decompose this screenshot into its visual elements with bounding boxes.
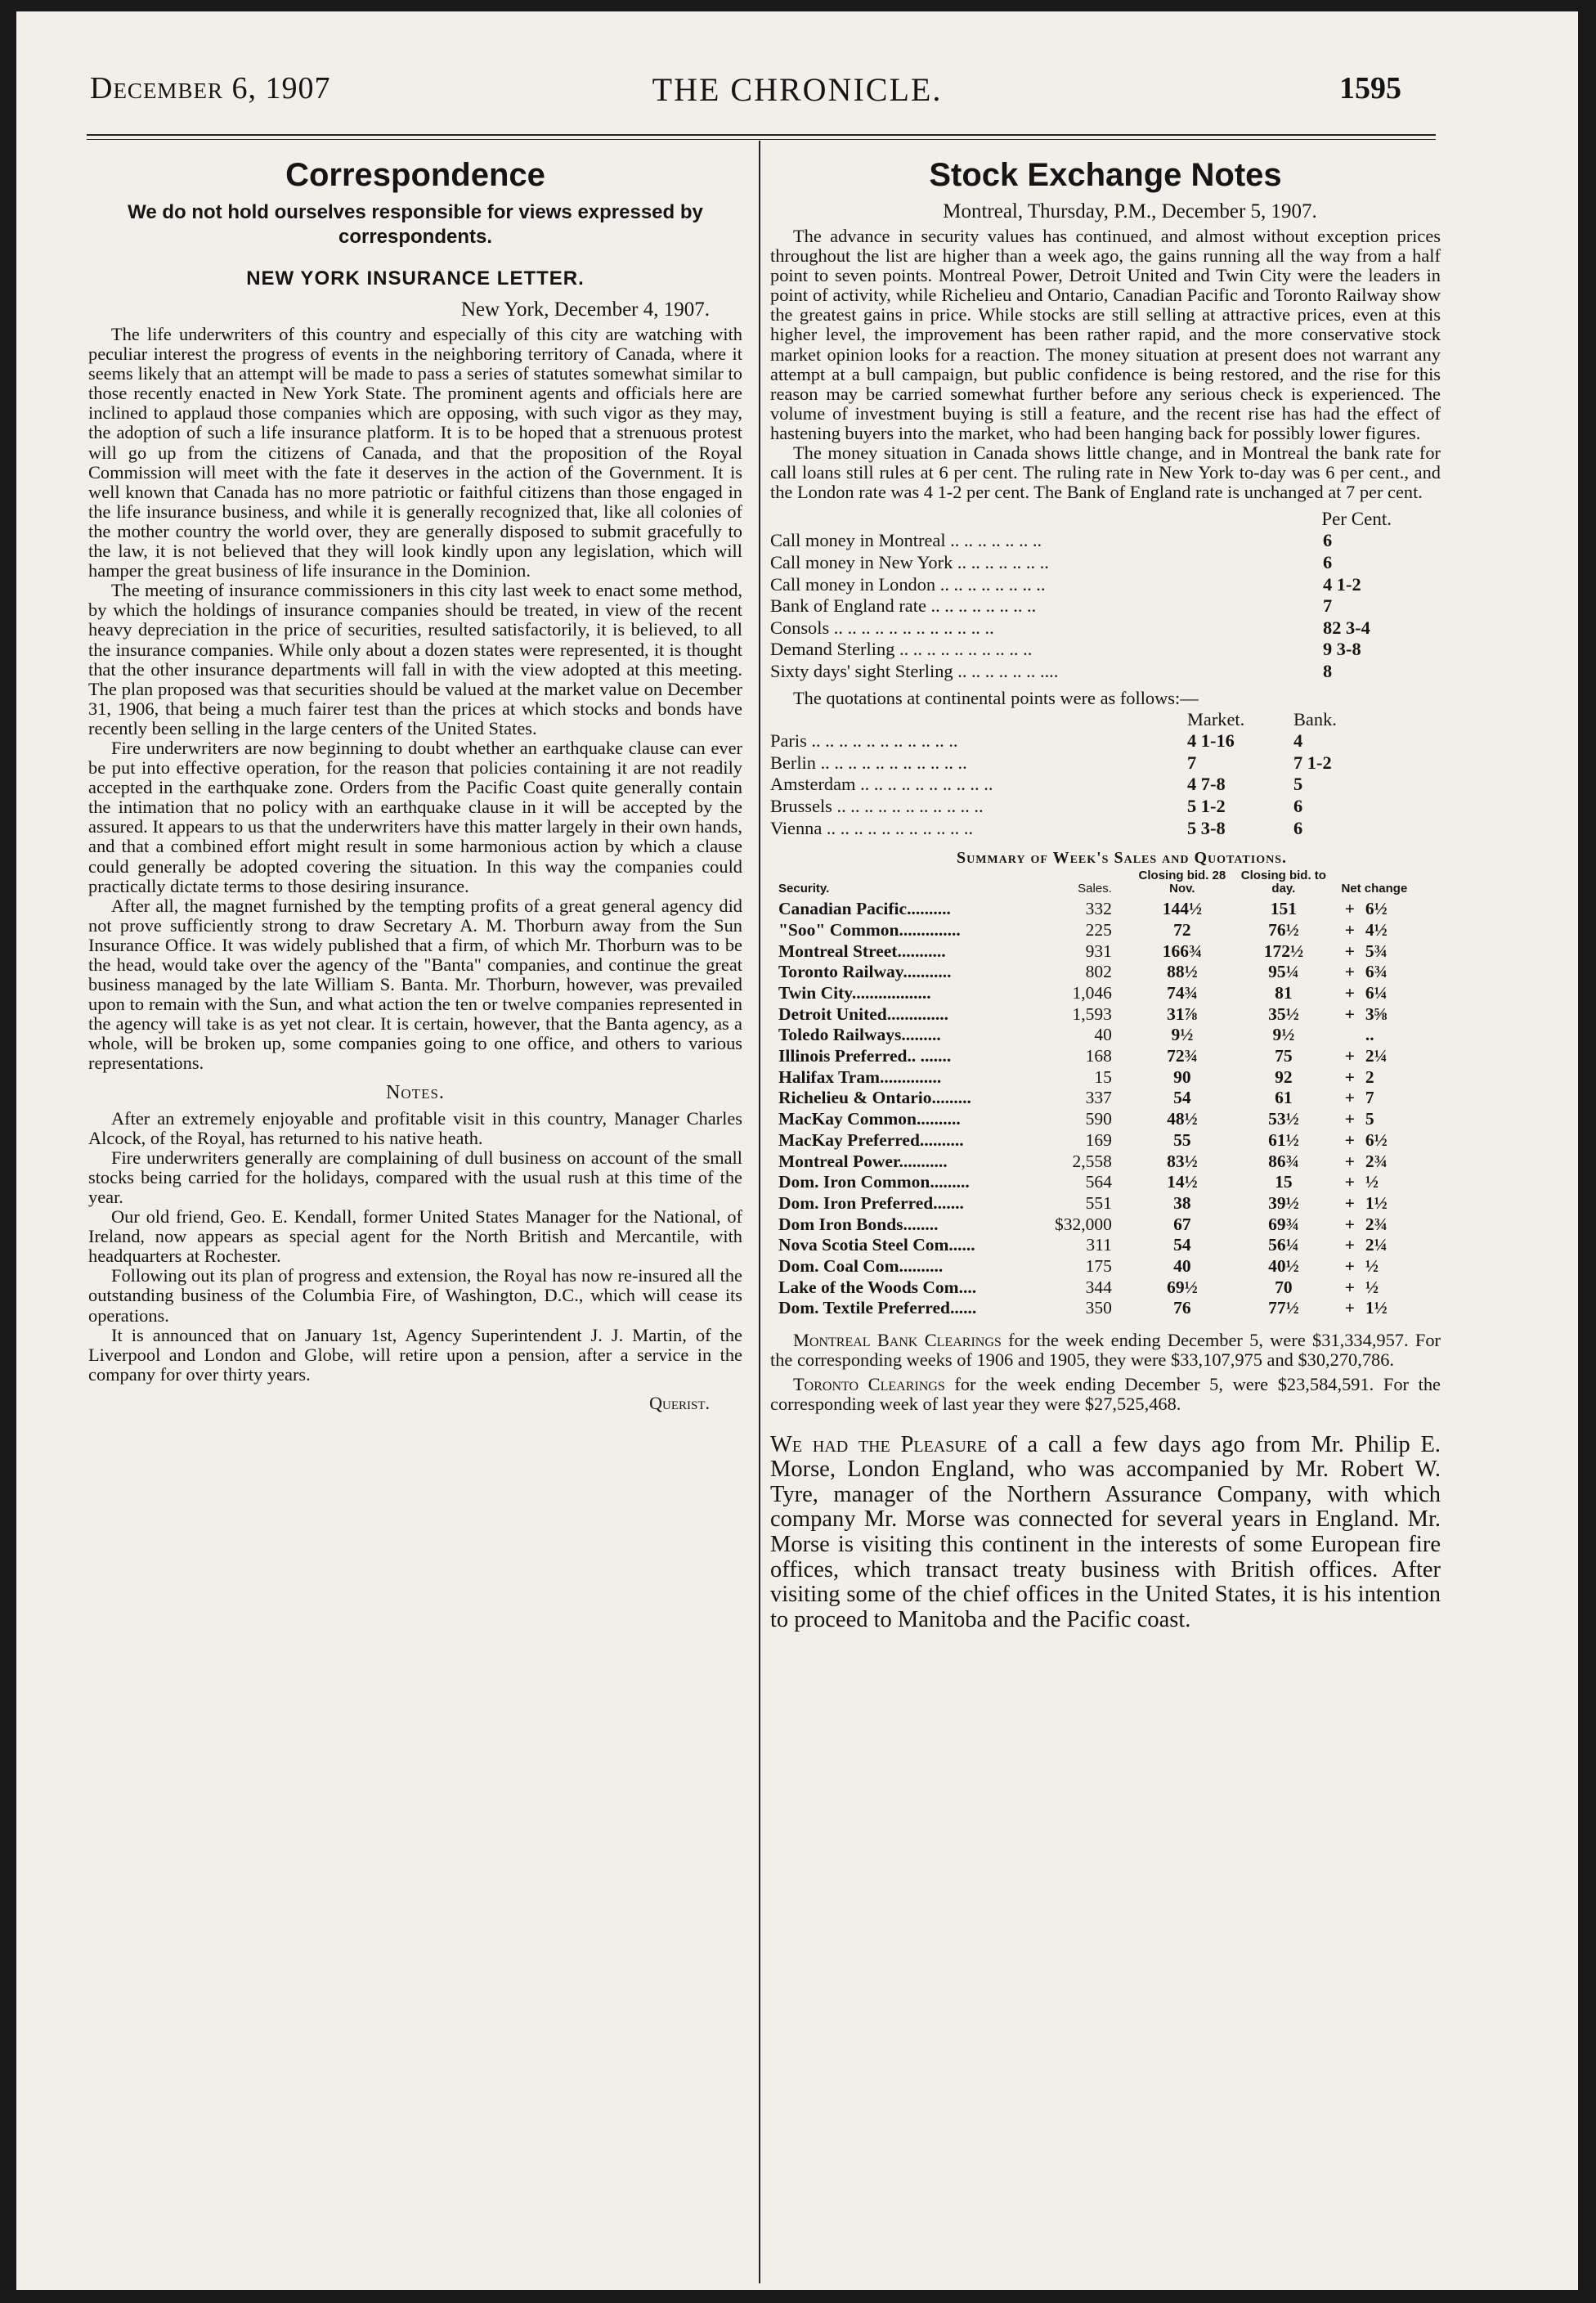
- sales-value: 564: [1085, 1172, 1112, 1192]
- sales-value: 344: [1085, 1277, 1112, 1297]
- rate-leader: .. .. .. .. .. .. ....: [957, 660, 1059, 681]
- net-change-value: 2¾: [1365, 1151, 1388, 1171]
- summary-title: Summary of Week's Sales and Quotations.: [956, 849, 1287, 868]
- security-name: Montreal Power: [778, 1151, 899, 1171]
- security-leader: ....: [958, 1277, 977, 1297]
- closing-prev-value: 72¾: [1167, 1046, 1198, 1066]
- rate-value: 9 3-8: [1323, 639, 1361, 660]
- rate-row: [770, 595, 1370, 617]
- bank-rate: 6: [1293, 817, 1303, 838]
- closing-today-value: 76½: [1268, 919, 1299, 940]
- summary-row: [778, 1277, 1414, 1299]
- change-sign: +: [1344, 1298, 1355, 1318]
- city-leader: .. .. .. .. .. .. .. .. .. .. ..: [811, 730, 958, 752]
- sales-value: 802: [1085, 962, 1112, 982]
- market-rate: 4 7-8: [1187, 774, 1226, 795]
- security-leader: ..........: [919, 1129, 964, 1150]
- net-change-value: 6½: [1365, 1129, 1388, 1150]
- city-leader: .. .. .. .. .. .. .. .. .. .. ..: [826, 817, 974, 838]
- pleasure-notice: [770, 1433, 1441, 1633]
- sales-value: 551: [1085, 1192, 1112, 1213]
- summary-row: [778, 899, 1414, 920]
- sales-value: 15: [1094, 1066, 1112, 1087]
- security-leader: .......: [933, 1192, 964, 1213]
- security-cell: [778, 1130, 1055, 1152]
- summary-row: [778, 1025, 1414, 1046]
- rate-row: [770, 661, 1370, 683]
- net-change-header: Net change: [1341, 882, 1408, 896]
- bank-header: Bank.: [1293, 708, 1337, 730]
- security-cell: [778, 1256, 1055, 1277]
- net-change-value: 6¼: [1365, 982, 1388, 1003]
- security-name: Dom. Coal Com: [778, 1256, 899, 1277]
- security-leader: .........: [931, 1088, 971, 1108]
- net-change-value: 1½: [1365, 1298, 1388, 1318]
- market-rate: 5 1-2: [1187, 795, 1226, 816]
- rate-value: 4 1-2: [1323, 573, 1361, 595]
- security-leader: ......: [949, 1298, 977, 1318]
- security-cell: [778, 1046, 1055, 1067]
- city-name: Vienna: [770, 817, 823, 838]
- letter-title: NEW YORK INSURANCE LETTER.: [246, 267, 585, 290]
- continental-row: [770, 752, 1337, 774]
- market-header: Market.: [1187, 708, 1245, 730]
- city-cell: [770, 818, 1187, 840]
- left-column: [88, 146, 742, 1414]
- closing-prev-value: 54: [1173, 1088, 1191, 1108]
- bank-rate: 4: [1293, 730, 1303, 752]
- net-change-value: 6¾: [1365, 962, 1388, 982]
- city-cell: [770, 774, 1187, 796]
- sales-value: $32,000: [1055, 1214, 1112, 1234]
- summary-row: [778, 1046, 1414, 1067]
- net-change-value: 1½: [1365, 1192, 1388, 1213]
- net-change-value: 6½: [1365, 899, 1388, 919]
- closing-today-value: 53½: [1268, 1109, 1299, 1129]
- summary-row: [778, 962, 1414, 983]
- change-sign: +: [1344, 899, 1355, 919]
- sales-value: 169: [1085, 1129, 1112, 1150]
- security-name: MacKay Common: [778, 1109, 917, 1129]
- continental-row: [770, 818, 1337, 840]
- closing-prev-value: 72: [1173, 919, 1191, 940]
- security-leader: .........: [901, 1025, 941, 1045]
- montreal-clearings-text: for the week ending December 5, were $31,334,957. For the corresponding weeks of 1906 and 1905, they were $33,107,975 and $30,270,786.: [770, 1330, 1441, 1371]
- city-leader: .. .. .. .. .. .. .. .. .. ..: [860, 774, 993, 795]
- rate-label: Demand Sterling: [770, 639, 895, 660]
- letter-paragraph: The life underwriters of this country and especially of this city are watching with peculiar interest the progress of events in the neighboring territory of Canada, where it seems likely that an attempt will be made to pass a series of statutes somewhat similar to those recently enacted in New York State. The prominent agents and officials here are inclined to applaud those companies which are opposing, with such vigor as they may, the adoption of such a life insurance platform. It is to be hoped that a strenuous protest will go up from the citizens of Canada, and that the proposition of the Royal Commission will meet with the fate it deserves in the action of the Government. It is well known that Canada has no more patriotic or faithful citizens than those engaged in the life insurance business, and while it is generally recognized that, like all colonies of the mother country the world over, they are generally disposed to submit gracefully to the law, it is not believed that they will look kindly upon any legislation, which will hamper the great business of life insurance in the Dominion.: [88, 324, 742, 581]
- sales-value: 350: [1085, 1298, 1112, 1318]
- sales-value: 168: [1085, 1046, 1112, 1066]
- security-name: Nova Scotia Steel Com: [778, 1235, 949, 1255]
- security-cell: [778, 1025, 1055, 1046]
- rate-leader: .. .. .. .. .. .. .. ..: [939, 573, 1046, 595]
- rate-value: 6: [1323, 530, 1333, 551]
- page-number: 1595: [1339, 71, 1401, 105]
- security-name: Dom Iron Bonds: [778, 1214, 903, 1234]
- header-rule: [87, 134, 1436, 140]
- note-paragraph: After an extremely enjoyable and profitable visit in this country, Manager Charles Alcock, of the Royal, has returned to his native heath.: [88, 1107, 742, 1148]
- city-name: Paris: [770, 730, 807, 752]
- rate-label-cell: [770, 639, 1323, 661]
- continental-row: [770, 796, 1337, 818]
- rate-leader: .. .. .. .. .. .. .. .. .. .. .. ..: [833, 617, 994, 638]
- security-cell: [778, 1235, 1055, 1256]
- stock-paragraph: The advance in security values has continued, and almost without exception prices throughout the list are higher than a week ago, the gains running all the way from a half point to seven points. Montreal Power, Detroit United and Twin City were the leaders in point of activity, while Richelieu and Ontario, Canadian Pacific and Toronto Railway show the greatest gains in price. While stocks are still selling at attractive prices, even at this higher level, the improvement has been rather rapid, and the more conservative stock market opinion looks for a reaction. The money situation at present does not warrant any attempt at a bull campaign, but public confidence is being restored, and the rise for this reason may be carried somewhat further before any serious check is experienced. The volume of investment buying is still a feature, and the recent rise has had the effect of hastening buyers into the market, who had been hanging back for possibly lower figures.: [770, 226, 1441, 443]
- security-leader: ........: [903, 1214, 939, 1234]
- security-name: "Soo" Common: [778, 919, 899, 940]
- money-rates-table: [770, 530, 1370, 682]
- publication-title: THE CHRONICLE.: [652, 71, 943, 108]
- security-name: Toledo Railways: [778, 1025, 902, 1045]
- security-cell: [778, 1193, 1055, 1214]
- security-cell: [778, 983, 1055, 1004]
- toronto-clearings-text: for the week ending December 5, were $23,584,591. For the corresponding week of last year they were $27,525,468.: [770, 1374, 1441, 1415]
- summary-row: [778, 1067, 1414, 1089]
- security-cell: [778, 962, 1055, 983]
- closing-today-value: 39½: [1268, 1192, 1299, 1213]
- city-name: Brussels: [770, 795, 832, 816]
- rate-label-cell: [770, 617, 1323, 640]
- city-name: Amsterdam: [770, 774, 856, 795]
- closing-today-value: 56¼: [1268, 1235, 1299, 1255]
- security-leader: .. .......: [907, 1046, 952, 1066]
- closing-today-value: 92: [1275, 1066, 1293, 1087]
- closing-today-value: 172½: [1263, 941, 1304, 961]
- net-change-value: 2: [1365, 1066, 1374, 1087]
- security-leader: ...........: [897, 941, 946, 961]
- summary-row: [778, 1152, 1414, 1173]
- pleasure-paragraph: [770, 1433, 1441, 1633]
- column-divider: [759, 141, 760, 2283]
- security-header: Security.: [778, 882, 830, 896]
- net-change-value: ..: [1365, 1025, 1374, 1045]
- closing-prev-value: 9½: [1171, 1025, 1194, 1045]
- change-sign: +: [1344, 919, 1355, 940]
- security-leader: ..........: [917, 1109, 961, 1129]
- net-change-value: 3⅝: [1365, 1003, 1388, 1024]
- right-column: [770, 146, 1441, 1632]
- summary-row: [778, 1130, 1414, 1152]
- letter-paragraph: After all, the magnet furnished by the tempting profits of a great general agency did not prove sufficiently strong to draw Secretary A. M. Thorburn away from the Sun Insurance Office. It was widely published that a firm, of which Mr. Thorburn was to be the head, would take over the agency of the "Banta" companies, and continue the great business managed by the late William S. Banta. Mr. Thorburn, however, was prevailed upon to remain with the Sun, and what action the ten or twelve companies represented in the agency will take is as yet not clear. It is certain, however, that the Banta agency, as a whole, will be broken up, some companies going to one office, and others to various representations.: [88, 895, 742, 1074]
- summary-row: [778, 1172, 1414, 1193]
- closing-today-value: 35½: [1268, 1003, 1299, 1024]
- summary-row: [778, 1088, 1414, 1109]
- rate-leader: .. .. .. .. .. .. .. .. .. ..: [899, 639, 1033, 660]
- security-cell: [778, 1004, 1055, 1026]
- rate-label: Sixty days' sight Sterling: [770, 660, 953, 681]
- security-cell: [778, 1172, 1055, 1193]
- sales-value: 1,593: [1072, 1003, 1112, 1024]
- security-name: Canadian Pacific: [778, 899, 908, 919]
- note-paragraph: Our old friend, Geo. E. Kendall, former United States Manager for the National, of Ireland, now appears as special agent for the North British and Mercantile, with headquarters at Rochester.: [88, 1206, 742, 1267]
- security-cell: [778, 1067, 1055, 1089]
- disclaimer: We do not hold ourselves responsible for views expressed by correspondents.: [128, 201, 703, 248]
- rate-label-cell: [770, 574, 1323, 596]
- rate-row: [770, 617, 1370, 640]
- letter-paragraph: The meeting of insurance commissioners in this city last week to enact some method, by which the holdings of insurance companies should be treated, in view of the recent heavy depreciation in the price of securities, resulted satisfactorily, it is believed, to all the insurance companies. While only about a dozen states were represented, it is thought that the other insurance departments will fall in with the view adopted at this meeting. The plan proposed was that securities should be valued at the market value on December 31, 1906, that being a much fairer test than the prices at which stocks and bonds have recently been selling in the large centers of the United States.: [88, 580, 742, 738]
- sales-header: Sales.: [1078, 882, 1112, 896]
- security-leader: ...........: [903, 962, 952, 982]
- sales-value: 311: [1086, 1235, 1112, 1255]
- rates-header: Per Cent.: [1321, 509, 1392, 530]
- rate-value: 6: [1323, 551, 1333, 572]
- closing-today-value: 70: [1275, 1277, 1293, 1297]
- rate-leader: .. .. .. .. .. .. ..: [950, 530, 1042, 551]
- notes-heading: Notes.: [386, 1081, 445, 1103]
- bank-rate: 6: [1293, 795, 1303, 816]
- closing-today-value: 69¾: [1268, 1214, 1299, 1234]
- sales-value: 931: [1085, 941, 1112, 961]
- city-cell: [770, 730, 1187, 752]
- closing-today-value: 81: [1275, 982, 1293, 1003]
- closing-prev-value: 88½: [1167, 962, 1198, 982]
- security-name: MacKay Preferred: [778, 1129, 920, 1150]
- closing-today-value: 15: [1275, 1172, 1293, 1192]
- rate-label-cell: [770, 661, 1323, 683]
- summary-row: [778, 1256, 1414, 1277]
- rate-label: Call money in New York: [770, 551, 953, 572]
- security-leader: ..............: [880, 1066, 942, 1087]
- closing-prev-value: 48½: [1167, 1109, 1198, 1129]
- security-name: Montreal Street: [778, 941, 898, 961]
- change-sign: +: [1344, 1129, 1355, 1150]
- net-change-value: 5: [1365, 1109, 1374, 1129]
- closing-prev-value: 31⅞: [1167, 1003, 1198, 1024]
- net-change-value: 4½: [1365, 919, 1388, 940]
- rate-label: Call money in Montreal: [770, 530, 946, 551]
- closing-prev-value: 69½: [1167, 1277, 1198, 1297]
- closing-today-value: 95¼: [1268, 962, 1299, 982]
- security-name: Dom. Textile Preferred: [778, 1298, 950, 1318]
- sales-value: 175: [1085, 1256, 1112, 1277]
- closing-today-value: 40½: [1268, 1256, 1299, 1277]
- net-change-value: 5¾: [1365, 941, 1388, 961]
- security-leader: ...........: [899, 1151, 948, 1171]
- rate-value: 82 3-4: [1323, 617, 1370, 638]
- note-paragraph: It is announced that on January 1st, Agency Superintendent J. J. Martin, of the Liverpool and London and Globe, will retire upon a pension, after a service in the company for over thirty years.: [88, 1324, 742, 1385]
- rate-label: Call money in London: [770, 573, 936, 595]
- rate-label-cell: [770, 530, 1323, 552]
- rate-value: 7: [1323, 595, 1333, 617]
- letter-dateline: New York, December 4, 1907.: [460, 299, 710, 321]
- net-change-value: ½: [1365, 1172, 1379, 1192]
- closing-prev-value: 40: [1173, 1256, 1191, 1277]
- security-name: Dom. Iron Common: [778, 1172, 930, 1192]
- closing-prev-value: 74¾: [1167, 982, 1198, 1003]
- security-cell: [778, 1214, 1055, 1236]
- security-cell: [778, 1277, 1055, 1299]
- closing-prev-value: 76: [1173, 1298, 1191, 1318]
- city-cell: [770, 752, 1187, 774]
- continental-table: [770, 709, 1337, 840]
- security-name: Twin City: [778, 982, 852, 1003]
- summary-row: [778, 1214, 1414, 1236]
- closing-prev-value: 83½: [1167, 1151, 1198, 1171]
- security-leader: ..............: [899, 919, 961, 940]
- change-sign: +: [1344, 1151, 1355, 1171]
- closing-today-header: Closing bid. to day.: [1240, 869, 1326, 896]
- summary-row: [778, 941, 1414, 963]
- closing-prev-value: 166¾: [1162, 941, 1203, 961]
- net-change-value: ½: [1365, 1256, 1379, 1277]
- rate-leader: .. .. .. .. .. .. .. ..: [930, 595, 1037, 617]
- change-sign: +: [1344, 1172, 1355, 1192]
- sales-value: 332: [1085, 899, 1112, 919]
- change-sign: +: [1344, 1192, 1355, 1213]
- security-leader: ..............: [886, 1003, 949, 1024]
- closing-prev-value: 54: [1173, 1235, 1191, 1255]
- security-cell: [778, 1088, 1055, 1109]
- summary-row: [778, 1298, 1414, 1319]
- sales-value: 225: [1085, 919, 1112, 940]
- change-sign: +: [1344, 1003, 1355, 1024]
- change-sign: +: [1344, 1277, 1355, 1297]
- change-sign: +: [1344, 982, 1355, 1003]
- security-cell: [778, 1109, 1055, 1130]
- market-rate: 5 3-8: [1187, 817, 1226, 838]
- change-sign: +: [1344, 1046, 1355, 1066]
- market-rate: 7: [1187, 752, 1197, 773]
- continental-row: [770, 774, 1337, 796]
- rate-label-cell: [770, 552, 1323, 574]
- sales-value: 1,046: [1072, 982, 1112, 1003]
- closing-today-value: 77½: [1268, 1298, 1299, 1318]
- net-change-value: ½: [1365, 1277, 1379, 1297]
- sales-value: 2,558: [1072, 1151, 1112, 1171]
- bank-rate: 5: [1293, 774, 1303, 795]
- change-sign: +: [1344, 1088, 1355, 1108]
- bank-rate: 7 1-2: [1293, 752, 1332, 773]
- change-sign: +: [1344, 1235, 1355, 1255]
- security-cell: [778, 1298, 1055, 1319]
- security-cell: [778, 1152, 1055, 1173]
- market-rate: 4 1-16: [1187, 730, 1235, 752]
- summary-row: [778, 920, 1414, 941]
- montreal-clearings: [770, 1331, 1441, 1370]
- summary-row: [778, 1004, 1414, 1026]
- rate-row: [770, 639, 1370, 661]
- closing-today-value: 75: [1275, 1046, 1293, 1066]
- closing-today-value: 151: [1270, 899, 1297, 919]
- summary-row: [778, 1235, 1414, 1256]
- security-leader: .........: [930, 1172, 970, 1192]
- change-sign: +: [1344, 1066, 1355, 1087]
- rate-value: 8: [1323, 660, 1333, 681]
- security-name: Toronto Railway: [778, 962, 903, 982]
- note-paragraph: Fire underwriters generally are complaining of dull business on account of the small stocks being carried for the holidays, compared with the usual rush at this time of the year.: [88, 1147, 742, 1207]
- toronto-clearings: [770, 1375, 1441, 1414]
- city-leader: .. .. .. .. .. .. .. .. .. .. ..: [836, 795, 984, 816]
- montreal-clearings-label: Montreal Bank Clearings: [793, 1330, 1002, 1351]
- letter-paragraph: Fire underwriters are now beginning to doubt whether an earthquake clause can ever be put into effective operation, for the reason that policies containing it are not readily accepted in the earthquake zone. Orders from the Pacific Coast quite generally contain the intimation that no policy with an earthquake clause in it will be accepted by the assured. It appears to us that the underwriters have this matter largely in their own hands, and that a combined effort might result in some harmonious action by which a clause could generally be adopted covering the situation. In this way the companies could practically dictate terms to those desiring insurance.: [88, 737, 742, 896]
- toronto-clearings-label: Toronto Clearings: [793, 1374, 945, 1395]
- pleasure-text: of a call a few days ago from Mr. Philip E. Morse, London England, who was accompanied by Mr. Robert W. Tyre, manager of the Northern Assurance Company, with which company Mr. Morse was connected for several years in England. Mr. Morse is visiting this continent in the interests of some European fire offices, which transact treaty business with British offices. After visiting some of the chief offices in the United States, it is his intention to proceed to Manitoba and the Pacific coast.: [770, 1431, 1441, 1632]
- closing-prev-value: 55: [1173, 1129, 1191, 1150]
- city-leader: .. .. .. .. .. .. .. .. .. .. ..: [820, 752, 967, 773]
- change-sign: +: [1344, 1109, 1355, 1129]
- rate-label: Bank of England rate: [770, 595, 926, 617]
- change-sign: [1334, 1025, 1365, 1046]
- closing-prev-value: 90: [1173, 1066, 1191, 1087]
- security-leader: ..........: [899, 1256, 944, 1277]
- net-change-value: 7: [1365, 1088, 1374, 1108]
- security-name: Lake of the Woods Com: [778, 1277, 959, 1297]
- net-change-value: 2¾: [1365, 1214, 1388, 1234]
- rate-row: [770, 530, 1370, 552]
- change-sign: +: [1344, 1256, 1355, 1277]
- security-leader: ......: [948, 1235, 975, 1255]
- pleasure-label: We had the Pleasure: [770, 1431, 988, 1457]
- closing-prev-value: 14½: [1167, 1172, 1198, 1192]
- net-change-value: 2¼: [1365, 1046, 1388, 1066]
- change-sign: +: [1344, 941, 1355, 961]
- continental-row: [770, 730, 1337, 752]
- summary-row: [778, 1109, 1414, 1130]
- rate-row: [770, 552, 1370, 574]
- security-name: Detroit United: [778, 1003, 887, 1024]
- summary-table: [778, 869, 1414, 1319]
- security-leader: ..........: [907, 899, 951, 919]
- closing-prev-header: Closing bid. 28 Nov.: [1138, 869, 1226, 896]
- continental-intro: The quotations at continental points were as follows:—: [793, 688, 1199, 709]
- closing-today-value: 61: [1275, 1088, 1293, 1108]
- letter-signature: Querist.: [649, 1392, 710, 1413]
- sales-value: 337: [1085, 1088, 1112, 1108]
- sales-value: 590: [1085, 1109, 1112, 1129]
- security-cell: [778, 941, 1055, 963]
- city-cell: [770, 796, 1187, 818]
- sales-value: 40: [1094, 1025, 1112, 1045]
- closing-today-value: 9½: [1272, 1025, 1295, 1045]
- rate-label: Consols: [770, 617, 830, 638]
- closing-prev-value: 38: [1173, 1192, 1191, 1213]
- stock-paragraph: The money situation in Canada shows little change, and in Montreal the bank rate for call loans still rules at 6 per cent. The ruling rate in New York to-day was 6 per cent., and the London rate was 4 1-2 per cent. The Bank of England rate is unchanged at 7 per cent.: [770, 442, 1441, 503]
- change-sign: +: [1344, 1214, 1355, 1234]
- newspaper-page: [16, 11, 1578, 2290]
- closing-prev-value: 67: [1173, 1214, 1191, 1234]
- rate-leader: .. .. .. .. .. .. ..: [957, 551, 1049, 572]
- change-sign: +: [1344, 962, 1355, 982]
- stock-dateline: Montreal, Thursday, P.M., December 5, 1907.: [943, 200, 1317, 222]
- stock-exchange-heading: Stock Exchange Notes: [929, 157, 1282, 193]
- net-change-value: 2¼: [1365, 1235, 1388, 1255]
- closing-today-value: 86¾: [1268, 1151, 1299, 1171]
- security-name: Illinois Preferred: [778, 1046, 908, 1066]
- security-name: Halifax Tram: [778, 1066, 881, 1087]
- rate-row: [770, 574, 1370, 596]
- closing-prev-value: 144½: [1162, 899, 1203, 919]
- page-date: December 6, 1907: [90, 71, 331, 105]
- summary-row: [778, 1193, 1414, 1214]
- security-name: Richelieu & Ontario: [778, 1088, 932, 1108]
- summary-row: [778, 983, 1414, 1004]
- correspondence-heading: Correspondence: [285, 157, 545, 193]
- security-cell: [778, 920, 1055, 941]
- note-paragraph: Following out its plan of progress and extension, the Royal has now re-insured all the outstanding business of the Columbia Fire, of Washington, D.C., which will cease its operations.: [88, 1265, 742, 1326]
- security-leader: ..................: [851, 982, 931, 1003]
- city-name: Berlin: [770, 752, 816, 773]
- security-name: Dom. Iron Preferred: [778, 1192, 934, 1213]
- security-cell: [778, 899, 1055, 920]
- bank-clearings: [770, 1331, 1441, 1414]
- rate-label-cell: [770, 595, 1323, 617]
- closing-today-value: 61½: [1268, 1129, 1299, 1150]
